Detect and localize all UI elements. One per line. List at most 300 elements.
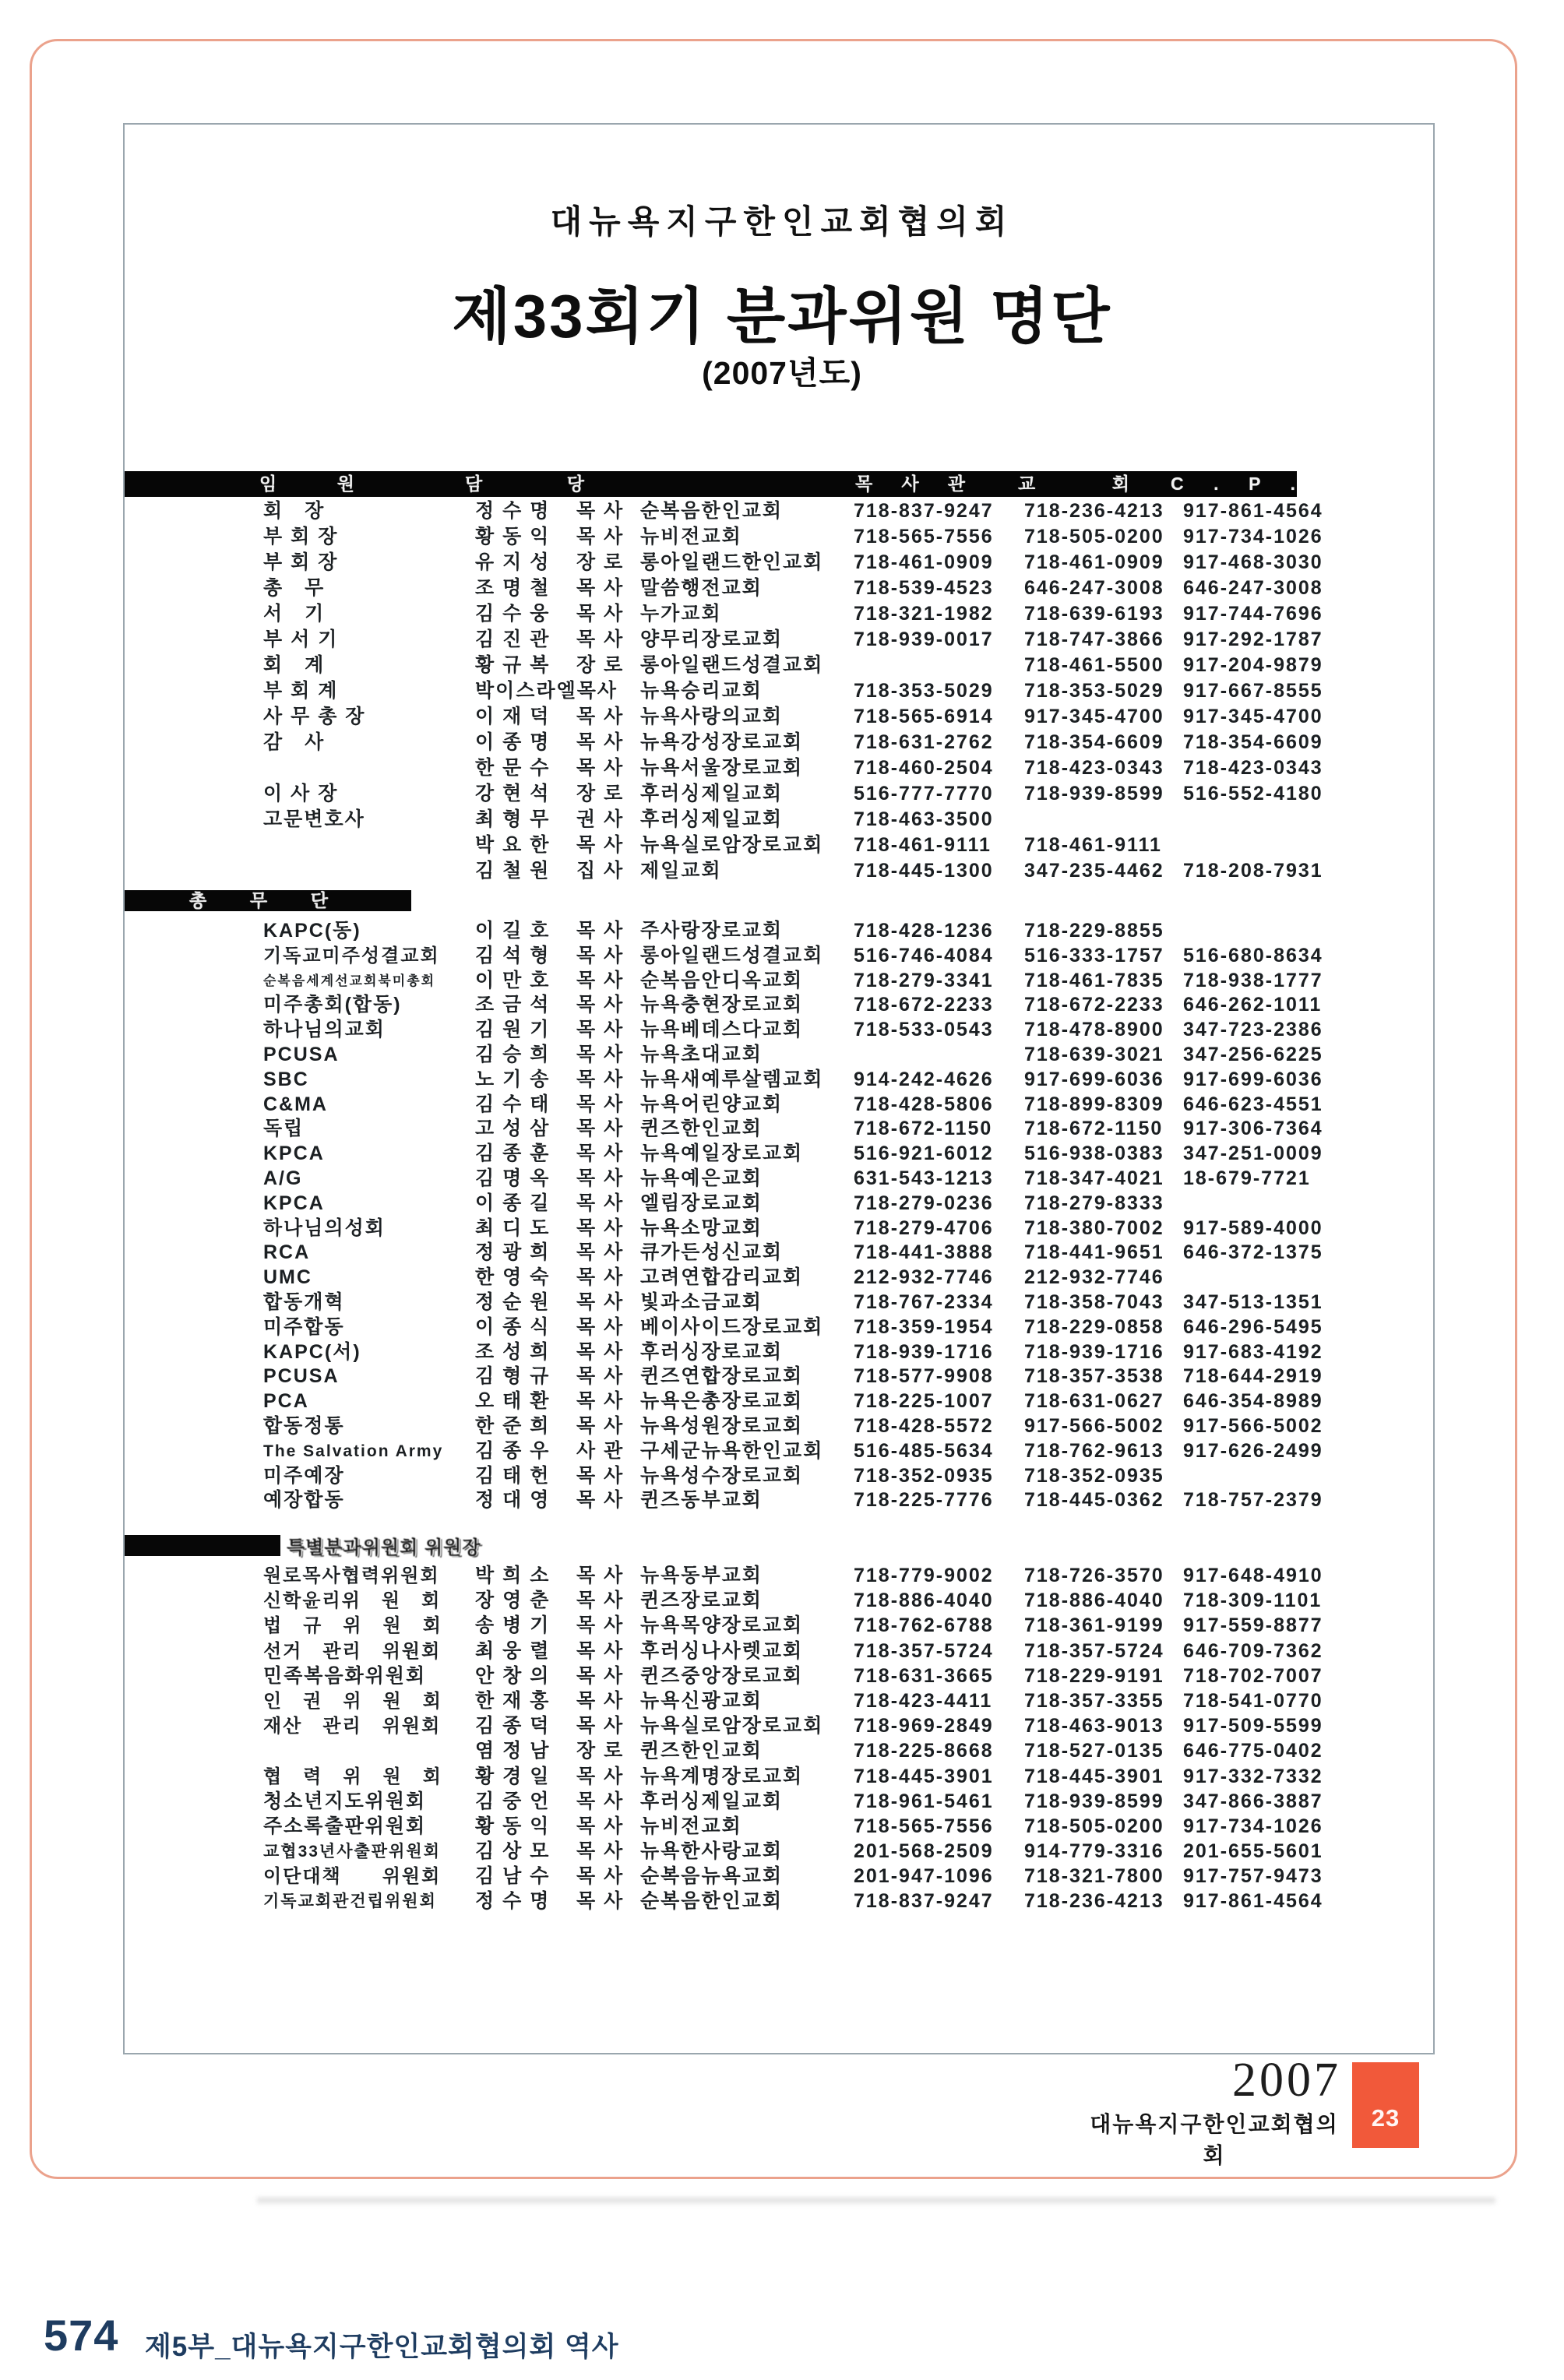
cell-name: 황 규 복 xyxy=(475,654,551,676)
cell-phone-church: 718-445-3901 xyxy=(1024,1765,1164,1787)
cell-name: 안 창 의 xyxy=(475,1664,551,1687)
table-row xyxy=(0,1192,1564,1216)
cell-phone-church: 212-932-7746 xyxy=(1024,1266,1164,1289)
cell-church: 순복음뉴욕교회 xyxy=(640,1865,784,1888)
cell-church: 롱아일랜드성결교회 xyxy=(640,654,824,676)
cell-title: 목 사 xyxy=(576,994,625,1016)
cell-title: 목 사 xyxy=(576,706,625,727)
cell-title: 목 사 xyxy=(576,1216,625,1239)
cell-phone-cell: 917-626-2499 xyxy=(1183,1439,1323,1462)
cell-name: 김 태 헌 xyxy=(475,1464,551,1487)
col-header-position: 임 원 xyxy=(259,474,354,494)
table-row xyxy=(0,1488,1564,1513)
cell-title: 권 사 xyxy=(576,808,625,830)
cell-phone-cell: 18-679-7721 xyxy=(1183,1167,1311,1189)
cell-phone-church: 718-229-8855 xyxy=(1024,920,1164,942)
cell-name: 노 기 송 xyxy=(475,1068,551,1090)
cell-phone-church: 718-357-3538 xyxy=(1024,1365,1164,1388)
cell-denomination: KPCA xyxy=(263,1192,325,1214)
cell-church: 누가교회 xyxy=(640,603,722,625)
cell-phone-church: 917-345-4700 xyxy=(1024,706,1164,727)
table-row xyxy=(0,1364,1564,1389)
cell-phone-pastor: 718-279-0236 xyxy=(854,1192,994,1214)
cell-phone-cell: 917-734-1026 xyxy=(1183,1815,1323,1837)
table-row xyxy=(0,1142,1564,1167)
cell-phone-church: 718-939-8599 xyxy=(1024,783,1164,804)
cell-phone-pastor: 718-779-9002 xyxy=(854,1565,994,1586)
cell-church: 뉴욕예일장로교회 xyxy=(640,1142,804,1165)
cell-phone-pastor: 718-837-9247 xyxy=(854,1890,994,1913)
table-row xyxy=(0,1639,1564,1664)
table-row xyxy=(0,1864,1564,1889)
cell-name: 한 영 숙 xyxy=(475,1266,551,1289)
cell-title: 목 사 xyxy=(576,1290,625,1313)
table-row xyxy=(0,1689,1564,1714)
cell-phone-cell: 917-204-9879 xyxy=(1183,654,1323,676)
cell-church: 퀸즈동부교회 xyxy=(640,1489,763,1512)
cell-phone-pastor: 718-533-0543 xyxy=(854,1019,994,1041)
cell-phone-cell xyxy=(1183,1192,1347,1216)
table-row xyxy=(0,1340,1564,1365)
table-row xyxy=(0,576,1564,602)
document-title: 제33회기 분과위원 명단 xyxy=(452,282,1112,350)
cell-church: 뉴욕서울장로교회 xyxy=(640,757,804,779)
cell-phone-church: 718-445-0362 xyxy=(1024,1489,1164,1512)
cell-church: 뉴욕초대교회 xyxy=(640,1043,763,1065)
table-row xyxy=(0,1439,1564,1464)
cell-phone-church: 718-461-7835 xyxy=(1024,969,1164,991)
cell-phone-cell: 917-332-7332 xyxy=(1183,1765,1323,1787)
cell-church: 뉴욕성원장로교회 xyxy=(640,1414,804,1437)
cell-name: 이 종 명 xyxy=(475,731,551,753)
cell-title: 목 사 xyxy=(576,1689,625,1712)
cell-church: 뉴욕동부교회 xyxy=(640,1565,763,1586)
cell-church: 뉴욕계명장로교회 xyxy=(640,1765,804,1787)
cell-denomination: 독립 xyxy=(263,1118,305,1140)
cell-phone-church: 718-639-6193 xyxy=(1024,603,1164,625)
cell-phone-cell: 347-723-2386 xyxy=(1183,1019,1323,1041)
table-row xyxy=(0,1018,1564,1043)
cell-phone-pastor: 718-321-1982 xyxy=(854,603,994,625)
cell-phone-pastor: 718-672-2233 xyxy=(854,994,994,1016)
table-row xyxy=(0,1414,1564,1439)
cell-phone-pastor: 718-565-6914 xyxy=(854,706,994,727)
cell-phone-pastor: 718-225-7776 xyxy=(854,1489,994,1512)
cell-church: 뉴욕베데스다교회 xyxy=(640,1019,804,1041)
cell-phone-pastor: 718-445-3901 xyxy=(854,1765,994,1787)
cell-phone-pastor: 718-631-3665 xyxy=(854,1664,994,1687)
cell-church: 양무리장로교회 xyxy=(640,628,784,650)
cell-phone-church: 718-461-5500 xyxy=(1024,654,1164,676)
cell-name: 박이스라엘목사 xyxy=(475,680,618,702)
cell-phone-cell: 917-648-4910 xyxy=(1183,1565,1323,1586)
cell-phone-pastor: 718-577-9908 xyxy=(854,1365,994,1388)
cell-title: 사 관 xyxy=(576,1439,625,1462)
cell-phone-church: 516-938-0383 xyxy=(1024,1142,1164,1165)
table-row xyxy=(0,1290,1564,1315)
org-mark-calligraphy: 대뉴욕지구한인교회협의회 xyxy=(1090,2113,1339,2168)
table-row xyxy=(0,1765,1564,1790)
cell-phone-cell: 917-468-3030 xyxy=(1183,551,1323,573)
cell-title: 목 사 xyxy=(576,1390,625,1413)
cell-name: 김 중 언 xyxy=(475,1790,551,1812)
cell-church: 퀸즈중앙장로교회 xyxy=(640,1664,804,1687)
cell-phone-pastor: 718-225-1007 xyxy=(854,1390,994,1413)
cell-phone-cell: 917-861-4564 xyxy=(1183,1890,1323,1913)
cell-phone-cell: 718-702-7007 xyxy=(1183,1664,1323,1687)
cell-committee: 이단대책 위원회 xyxy=(263,1866,442,1888)
cell-phone-cell: 347-866-3887 xyxy=(1183,1790,1323,1812)
cell-phone-cell: 646-296-5495 xyxy=(1183,1315,1323,1338)
cell-position: 총 무 xyxy=(263,577,326,599)
cell-phone-pastor: 631-543-1213 xyxy=(854,1167,994,1189)
cell-position: 부 회 장 xyxy=(263,526,339,547)
cell-title xyxy=(576,679,646,705)
cell-title: 목 사 xyxy=(576,1464,625,1487)
table-row xyxy=(0,808,1564,833)
cell-title: 목 사 xyxy=(576,1241,625,1264)
cell-church: 뉴욕소망교회 xyxy=(640,1216,763,1239)
table-row xyxy=(0,1043,1564,1068)
cell-title: 목 사 xyxy=(576,1715,625,1737)
cell-committee: 청소년지도위원회 xyxy=(263,1790,427,1812)
cell-title: 목 사 xyxy=(576,757,625,779)
cell-church: 뉴욕실로암장로교회 xyxy=(640,1715,824,1737)
cell-phone-cell: 347-251-0009 xyxy=(1183,1142,1323,1165)
cell-denomination: A/G xyxy=(263,1167,303,1189)
cell-phone-cell: 516-680-8634 xyxy=(1183,944,1323,966)
table-row xyxy=(0,859,1564,885)
cell-denomination: SBC xyxy=(263,1068,309,1090)
cell-phone-pastor: 201-568-2509 xyxy=(854,1840,994,1863)
cell-phone-church: 718-236-4213 xyxy=(1024,500,1164,522)
cell-phone-pastor: 718-565-7556 xyxy=(854,526,994,547)
cell-church: 뉴욕은총장로교회 xyxy=(640,1390,804,1413)
cell-phone-cell: 917-744-7696 xyxy=(1183,603,1323,625)
cell-committee: 신학윤리위 원 회 xyxy=(263,1590,442,1612)
cell-phone-cell: 646-709-7362 xyxy=(1183,1639,1323,1662)
col-header-phone-cell: C . P . xyxy=(1171,474,1295,494)
cell-name: 김 수 웅 xyxy=(475,603,551,625)
table-row xyxy=(0,1815,1564,1840)
cell-title: 목 사 xyxy=(576,1266,625,1289)
cell-title: 목 사 xyxy=(576,628,625,650)
cell-denomination: KPCA xyxy=(263,1142,325,1165)
special-committees-section xyxy=(0,1564,1564,1915)
cell-name: 김 철 원 xyxy=(475,860,551,882)
cell-phone-church: 718-672-1150 xyxy=(1024,1118,1164,1140)
cell-position: 부 서 기 xyxy=(263,628,339,650)
cell-name: 박 요 한 xyxy=(475,834,551,856)
cell-denomination: 미주예장 xyxy=(263,1464,345,1487)
cell-church: 순복음한인교회 xyxy=(640,500,784,522)
cell-name: 조 금 석 xyxy=(475,994,551,1016)
cell-phone-cell: 646-623-4551 xyxy=(1183,1093,1323,1115)
cell-phone-cell: 646-354-8989 xyxy=(1183,1390,1323,1413)
col-header-charge: 담 당 xyxy=(465,474,584,494)
table-row xyxy=(0,1389,1564,1414)
cell-phone-cell: 917-683-4192 xyxy=(1183,1340,1323,1363)
cell-church: 주사랑장로교회 xyxy=(640,920,784,942)
section-bar-special-committees xyxy=(125,1535,280,1556)
cell-phone-church: 718-353-5029 xyxy=(1024,680,1164,702)
cell-phone-pastor: 718-352-0935 xyxy=(854,1464,994,1487)
cell-phone-cell: 718-757-2379 xyxy=(1183,1489,1323,1512)
cell-phone-cell: 718-354-6609 xyxy=(1183,731,1323,753)
cell-phone-pastor: 718-359-1954 xyxy=(854,1315,994,1338)
officers-section xyxy=(0,499,1564,885)
cell-title: 목 사 xyxy=(576,731,625,753)
general-affairs-section xyxy=(0,919,1564,1513)
cell-committee: 인 권 위 원 회 xyxy=(263,1690,442,1712)
cell-name: 김 석 형 xyxy=(475,944,551,966)
cell-title: 목 사 xyxy=(576,969,625,991)
cell-title: 목 사 xyxy=(576,1142,625,1165)
cell-denomination: 하나님의성회 xyxy=(263,1216,386,1239)
cell-church: 후러싱제일교회 xyxy=(640,783,784,804)
cell-name: 김 남 수 xyxy=(475,1865,551,1888)
cell-church: 뉴욕한사랑교회 xyxy=(640,1840,784,1863)
cell-name: 송 병 기 xyxy=(475,1614,551,1637)
cell-name: 황 경 일 xyxy=(475,1765,551,1787)
cell-church: 뉴욕목양장로교회 xyxy=(640,1614,804,1637)
scan-page-number: 23 xyxy=(1371,2104,1400,2132)
table-row xyxy=(0,944,1564,969)
cell-position: 회 장 xyxy=(263,500,326,522)
cell-name: 장 영 춘 xyxy=(475,1590,551,1612)
cell-name: 한 재 홍 xyxy=(475,1689,551,1712)
cell-phone-church: 718-886-4040 xyxy=(1024,1590,1164,1612)
cell-title: 목 사 xyxy=(576,1790,625,1812)
cell-denomination: 미주총회(합동) xyxy=(263,994,402,1016)
cell-name: 김 종 훈 xyxy=(475,1142,551,1165)
cell-phone-cell: 201-655-5601 xyxy=(1183,1840,1323,1863)
cell-name: 정 수 명 xyxy=(475,500,551,522)
cell-name: 박 희 소 xyxy=(475,1565,551,1586)
cell-committee: 기독교회관건립위원회 xyxy=(263,1892,437,1911)
cell-committee: 재산 관리 위원회 xyxy=(263,1716,442,1737)
cell-phone-church: 718-357-3355 xyxy=(1024,1689,1164,1712)
cell-denomination: 하나님의교회 xyxy=(263,1019,386,1041)
cell-phone-pastor: 718-969-2849 xyxy=(854,1715,994,1737)
cell-phone-cell: 917-345-4700 xyxy=(1183,706,1323,727)
table-row xyxy=(0,653,1564,679)
cell-church: 빛과소금교회 xyxy=(640,1290,763,1313)
cell-phone-pastor: 718-428-5806 xyxy=(854,1093,994,1115)
cell-phone-pastor: 718-357-5724 xyxy=(854,1639,994,1662)
cell-phone-pastor: 718-225-8668 xyxy=(854,1740,994,1762)
cell-name: 유 지 성 xyxy=(475,551,551,573)
cell-phone-cell: 917-306-7364 xyxy=(1183,1118,1323,1140)
cell-church: 뉴욕강성장로교회 xyxy=(640,731,804,753)
table-row xyxy=(0,782,1564,808)
cell-title: 목 사 xyxy=(576,1489,625,1512)
cell-phone-cell xyxy=(1183,1266,1347,1290)
cell-phone-cell: 718-423-0343 xyxy=(1183,757,1323,779)
cell-name: 강 현 석 xyxy=(475,783,551,804)
cell-phone-church: 718-380-7002 xyxy=(1024,1216,1164,1239)
cell-church: 뉴욕사랑의교회 xyxy=(640,706,784,727)
table-row xyxy=(0,1315,1564,1340)
cell-phone-church: 718-361-9199 xyxy=(1024,1614,1164,1637)
cell-church: 퀸즈한인교회 xyxy=(640,1740,763,1762)
cell-phone-church: 718-505-0200 xyxy=(1024,526,1164,547)
cell-title: 목 사 xyxy=(576,1840,625,1863)
cell-phone-church: 718-639-3021 xyxy=(1024,1043,1164,1065)
cell-title: 목 사 xyxy=(576,1590,625,1612)
cell-denomination: 합동정통 xyxy=(263,1414,345,1437)
cell-denomination: KAPC(동) xyxy=(263,920,361,942)
section-title-special-committees: 특별분과위원회 위원장 xyxy=(287,1537,481,1558)
cell-committee: 민족복음화위원회 xyxy=(263,1664,427,1687)
cell-phone-pastor: 718-961-5461 xyxy=(854,1790,994,1812)
cell-title: 목 사 xyxy=(576,1043,625,1065)
table-row xyxy=(0,1093,1564,1118)
cell-church: 뉴욕어린양교회 xyxy=(640,1093,784,1115)
book-page-number: 574 xyxy=(44,2311,119,2360)
cell-denomination: PCUSA xyxy=(263,1365,340,1388)
col-header-phone-church: 교 회 xyxy=(1018,474,1129,494)
cell-church: 구세군뉴욕한인교회 xyxy=(640,1439,824,1462)
cell-title: 목 사 xyxy=(576,500,625,522)
cell-phone-pastor xyxy=(854,1043,1017,1068)
cell-phone-church: 718-354-6609 xyxy=(1024,731,1164,753)
cell-position: 서 기 xyxy=(263,603,326,625)
cell-church: 퀸즈한인교회 xyxy=(640,1118,763,1140)
cell-phone-church: 917-566-5002 xyxy=(1024,1414,1164,1437)
cell-denomination: 미주합동 xyxy=(263,1315,345,1338)
cell-position: 고문변호사 xyxy=(263,808,365,830)
cell-phone-cell: 718-541-0770 xyxy=(1183,1689,1323,1712)
cell-name: 이 재 덕 xyxy=(475,706,551,727)
cell-name: 염 정 남 xyxy=(475,1740,551,1762)
cell-title: 목 사 xyxy=(576,1565,625,1586)
cell-church: 후러싱나사렛교회 xyxy=(640,1639,804,1662)
cell-denomination: KAPC(서) xyxy=(263,1340,361,1363)
cell-church: 롱아일랜드한인교회 xyxy=(640,551,824,573)
cell-phone-pastor: 718-886-4040 xyxy=(854,1590,994,1612)
cell-name: 황 동 익 xyxy=(475,1815,551,1837)
cell-phone-pastor: 718-460-2504 xyxy=(854,757,994,779)
cell-phone-pastor: 201-947-1096 xyxy=(854,1865,994,1888)
cell-title: 목 사 xyxy=(576,526,625,547)
cell-name: 이 길 호 xyxy=(475,920,551,942)
cell-church: 큐가든성신교회 xyxy=(640,1241,784,1264)
cell-phone-pastor: 516-746-4084 xyxy=(854,944,994,966)
cell-phone-church: 718-461-9111 xyxy=(1024,834,1162,856)
cell-church: 퀸즈장로교회 xyxy=(640,1590,763,1612)
cell-phone-church: 718-461-0909 xyxy=(1024,551,1164,573)
cell-church: 뉴비전교회 xyxy=(640,526,742,547)
cell-phone-cell: 718-208-7931 xyxy=(1183,860,1323,882)
cell-phone-cell: 646-372-1375 xyxy=(1183,1241,1323,1264)
table-row xyxy=(0,1464,1564,1489)
cell-position: 감 사 xyxy=(263,731,326,753)
cell-position xyxy=(263,756,444,782)
cell-phone-pastor: 718-672-1150 xyxy=(854,1118,993,1140)
cell-denomination: C&MA xyxy=(263,1093,328,1115)
cell-denomination: The Salvation Army xyxy=(263,1442,444,1460)
cell-phone-church: 718-747-3866 xyxy=(1024,628,1164,650)
table-row xyxy=(0,1790,1564,1815)
cell-name: 김 종 우 xyxy=(475,1439,551,1462)
cell-phone-church: 917-699-6036 xyxy=(1024,1068,1164,1090)
cell-position xyxy=(263,859,444,885)
cell-phone-church: 718-441-9651 xyxy=(1024,1241,1164,1264)
document-subtitle: (2007년도) xyxy=(702,355,862,391)
cell-phone-cell: 347-256-6225 xyxy=(1183,1043,1323,1065)
cell-phone-church: 718-352-0935 xyxy=(1024,1464,1164,1487)
cell-phone-cell: 917-699-6036 xyxy=(1183,1068,1323,1090)
table-row xyxy=(0,1889,1564,1914)
table-row xyxy=(0,993,1564,1018)
cell-phone-church: 718-463-9013 xyxy=(1024,1715,1164,1737)
table-row xyxy=(0,919,1564,944)
cell-phone-church: 646-247-3008 xyxy=(1024,577,1164,599)
cell-phone-pastor: 718-762-6788 xyxy=(854,1614,994,1637)
cell-church: 롱아일랜드성결교회 xyxy=(640,944,824,966)
cell-phone-pastor: 718-939-1716 xyxy=(854,1340,994,1363)
cell-phone-cell: 917-566-5002 xyxy=(1183,1414,1323,1437)
table-row xyxy=(0,525,1564,551)
cell-phone-cell: 718-309-1101 xyxy=(1183,1590,1323,1612)
cell-title: 목 사 xyxy=(576,1167,625,1189)
cell-name: 정 수 명 xyxy=(475,1890,551,1913)
cell-phone-cell xyxy=(1183,808,1347,833)
org-calligraphy-title: 대뉴욕지구한인교회협의회 xyxy=(550,205,1014,241)
cell-phone-cell: 917-861-4564 xyxy=(1183,500,1323,522)
cell-name: 정 순 원 xyxy=(475,1290,551,1313)
cell-title: 목 사 xyxy=(576,1118,625,1140)
cell-name: 최 형 무 xyxy=(475,808,551,830)
cell-denomination: PCUSA xyxy=(263,1043,340,1065)
cell-phone-cell xyxy=(1183,1464,1347,1489)
cell-church: 뉴욕예은교회 xyxy=(640,1167,763,1189)
cell-committee: 선거 관리 위원회 xyxy=(263,1640,442,1662)
cell-phone-pastor: 718-279-3341 xyxy=(854,969,994,991)
table-row xyxy=(0,602,1564,628)
cell-title: 목 사 xyxy=(576,1315,625,1338)
cell-phone-church: 718-478-8900 xyxy=(1024,1019,1164,1041)
cell-denomination: UMC xyxy=(263,1266,312,1289)
cell-title: 목 사 xyxy=(576,944,625,966)
table-row xyxy=(0,1068,1564,1093)
cell-phone-pastor: 718-461-0909 xyxy=(854,551,994,573)
section-title-general-affairs: 총 무 단 xyxy=(189,890,328,910)
cell-phone-pastor: 718-428-5572 xyxy=(854,1414,994,1437)
cell-position xyxy=(263,833,444,859)
section-bar-general-affairs xyxy=(125,890,411,911)
cell-phone-church: 718-357-5724 xyxy=(1024,1639,1164,1662)
cell-title: 목 사 xyxy=(576,1414,625,1437)
cell-name: 오 태 환 xyxy=(475,1390,551,1413)
cell-church: 뉴욕실로암장로교회 xyxy=(640,834,824,856)
table-row xyxy=(0,628,1564,653)
table-row xyxy=(0,705,1564,731)
cell-phone-pastor: 718-539-4523 xyxy=(854,577,994,599)
cell-name: 김 원 기 xyxy=(475,1019,551,1041)
cell-phone-pastor: 718-837-9247 xyxy=(854,500,994,522)
cell-title: 목 사 xyxy=(576,1340,625,1363)
cell-church: 베이사이드장로교회 xyxy=(640,1315,824,1338)
cell-title: 목 사 xyxy=(576,1765,625,1787)
cell-phone-church: 718-236-4213 xyxy=(1024,1890,1164,1913)
cell-phone-church: 718-762-9613 xyxy=(1024,1439,1164,1462)
cell-name: 김 수 태 xyxy=(475,1093,551,1115)
cell-phone-pastor: 718-279-4706 xyxy=(854,1216,994,1239)
cell-phone-cell: 917-589-4000 xyxy=(1183,1216,1323,1239)
table-row xyxy=(0,1614,1564,1639)
